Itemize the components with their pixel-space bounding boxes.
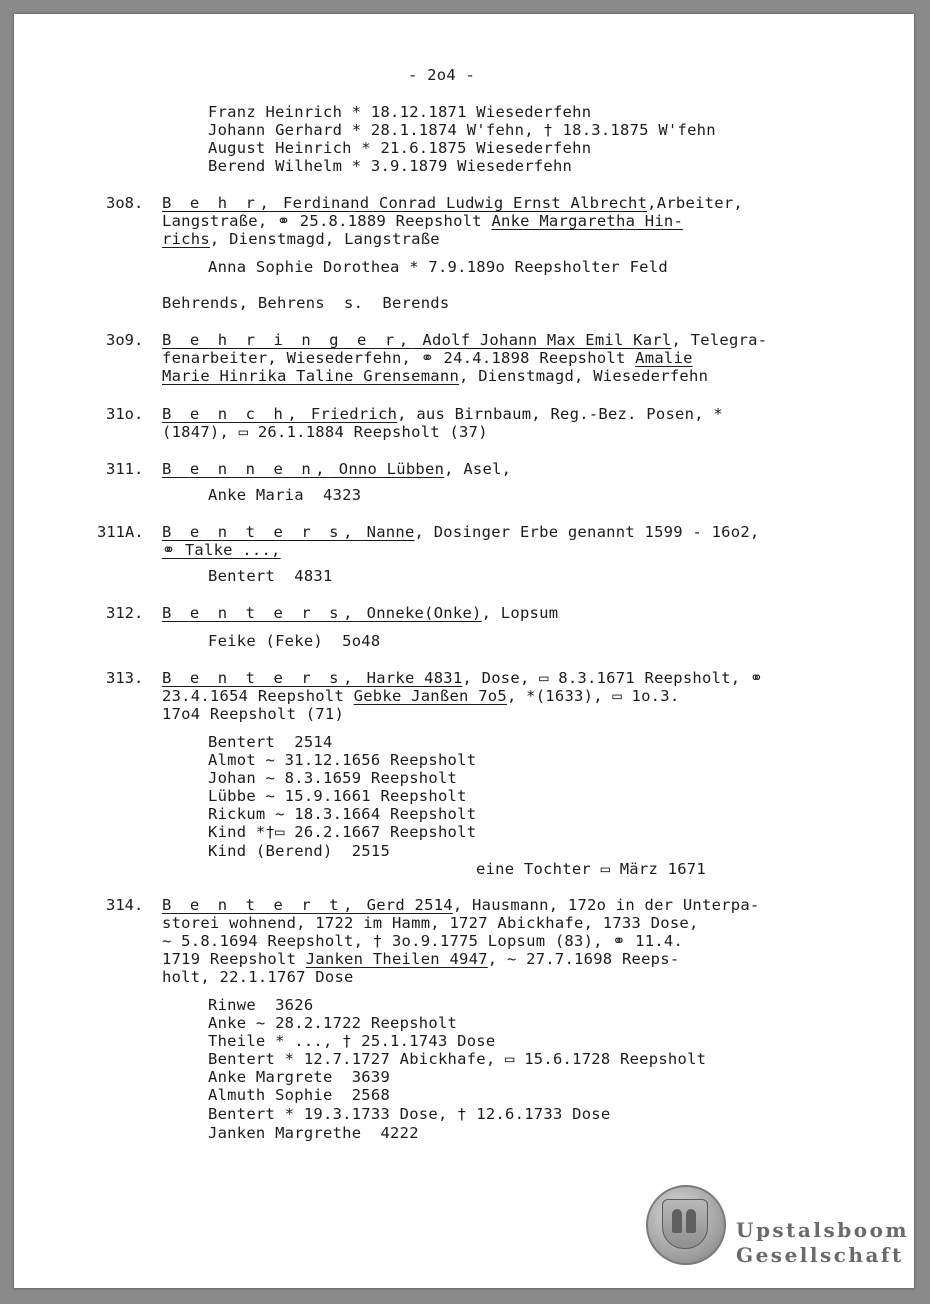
entry-text: , aus Birnbaum, Reg.-Bez. Posen, * [397,405,723,423]
entry-line [162,367,708,385]
surname: B e n t e r t, [162,896,358,914]
entry-line: ~ 5.8.1694 Reepsholt, † 3o.9.1775 Lopsum (83), ⚭ 11.4. [162,932,684,950]
child-line: Anna Sophie Dorothea * 7.9.189o Reepsholter Feld [208,258,668,276]
entry-text: fenarbeiter, Wiesederfehn, ⚭ 24.4.1898 Reepsholt [162,349,636,367]
spouse-name: ⚭ Talke ..., [162,541,281,559]
child-line: Rinwe 3626 [208,996,314,1014]
entry-text: , *(1633), ▭ 1o.3. [506,687,680,705]
given-names: Onno Lübben [329,460,445,478]
surname: B e h r i n g e r, [162,331,413,349]
entry-text: ,Arbeiter, [647,194,743,212]
given-names: Adolf Johann Max Emil Karl [412,331,672,349]
given-names: Ferdinand Conrad Ludwig Ernst Albrecht [273,194,648,212]
entry-line [162,349,693,367]
child-line: Franz Heinrich * 18.12.1871 Wiesederfehn [208,103,592,121]
entry-line [162,669,763,687]
entry-number: 3o9. [106,331,144,349]
entry-line [162,405,723,423]
entry-text: , Dienstmagd, Langstraße [209,230,440,248]
given-names: Nanne [357,523,415,541]
spouse-name: Marie Hinrika Taline Grensemann [162,367,460,385]
entry-line [162,230,440,248]
surname: B e n t e r s, [162,523,358,541]
entry-line [162,687,679,705]
entry-line [162,331,767,349]
entry-text: , Lopsum [481,604,559,622]
child-line: Anke Maria 4323 [208,486,362,504]
cross-reference: Behrends, Behrens s. Berends [162,294,450,312]
entry-number: 311A. [97,523,144,541]
child-line: Bentert 4831 [208,567,333,585]
spouse-name: Janken Theilen 4947 [305,950,488,968]
entry-text: 23.4.1654 Reepsholt [162,687,354,705]
entry-text: , Dienstmagd, Wiesederfehn [459,367,709,385]
entry-line [162,212,683,230]
given-names: Friedrich [301,405,398,423]
entry-line [162,523,760,541]
logo-line-1: Upstalsboom [736,1218,910,1242]
child-line: Bentert 2514 [208,733,333,751]
child-line: Berend Wilhelm * 3.9.1879 Wiesederfehn [208,157,573,175]
entry-number: 314. [106,896,144,914]
child-line: Bentert * 19.3.1733 Dose, † 12.6.1733 Dose [208,1105,611,1123]
entry-number: 3o8. [106,194,144,212]
child-line: Janken Margrethe 4222 [208,1124,419,1142]
surname: B e n t e r s, [162,604,358,622]
entry-number: 31o. [106,405,144,423]
entry-line [162,896,760,914]
surname: B e n n e n, [162,460,330,478]
entry-text: , Dosinger Erbe genannt 1599 - 16o2, [414,523,760,541]
entry-number: 312. [106,604,144,622]
entry-text: , Telegra- [671,331,768,349]
entry-line [162,194,743,212]
entry-line [162,604,558,622]
entry-text: Langstraße, ⚭ 25.8.1889 Reepsholt [162,212,492,230]
spouse-name: Anke Margaretha Hin- [491,212,684,230]
child-line: Almuth Sophie 2568 [208,1086,391,1104]
entry-line: storei wohnend, 1722 im Hamm, 1727 Abickhafe, 1733 Dose, [162,914,699,932]
child-line: Kind *†▭ 26.2.1667 Reepsholt [208,823,477,841]
given-names: Harke 4831 [357,669,463,687]
entry-number: 313. [106,669,144,687]
entry-number: 311. [106,460,144,478]
given-names: Gerd 2514 [357,896,453,914]
child-line: Lübbe ~ 15.9.1661 Reepsholt [208,787,467,805]
child-line: Anke Margrete 3639 [208,1068,391,1086]
entry-text: , Hausmann, 172o in der Unterpa- [452,896,760,914]
entry-line [162,460,511,478]
child-line: Theile * ..., † 25.1.1743 Dose [208,1032,496,1050]
spouse-name: Amalie [635,349,693,367]
given-names: Onneke(Onke) [357,604,482,622]
child-line: Johann Gerhard * 28.1.1874 W'fehn, † 18.3.1875 W'fehn [208,121,716,139]
entry-line [162,950,679,968]
child-line: Kind (Berend) 2515 [208,842,391,860]
entry-line: 17o4 Reepsholt (71) [162,705,345,723]
spouse-name: richs [162,230,210,248]
entry-line: holt, 22.1.1767 Dose [162,968,354,986]
entry-line: (1847), ▭ 26.1.1884 Reepsholt (37) [162,423,488,441]
logo-line-2: Gesellschaft [736,1243,904,1267]
seal-icon [646,1185,726,1265]
entry-text: , Asel, [444,460,512,478]
child-line: Bentert * 12.7.1727 Abickhafe, ▭ 15.6.1728 Reepsholt [208,1050,707,1068]
child-line: August Heinrich * 21.6.1875 Wiesederfehn [208,139,592,157]
spouse-name: Gebke Janßen 7o5 [353,687,507,705]
surname: B e n t e r s, [162,669,358,687]
surname: B e n c h, [162,405,302,423]
child-line: Anke ~ 28.2.1722 Reepsholt [208,1014,458,1032]
surname: B e h r, [162,194,274,212]
child-line: Almot ~ 31.12.1656 Reepsholt [208,751,477,769]
entry-line [162,541,281,559]
child-line: Johan ~ 8.3.1659 Reepsholt [208,769,458,787]
child-line: Rickum ~ 18.3.1664 Reepsholt [208,805,477,823]
entry-text: , Dose, ▭ 8.3.1671 Reepsholt, ⚭ [462,669,764,687]
child-line: eine Tochter ▭ März 1671 [476,860,706,878]
page-number: - 2o4 - [408,66,476,84]
entry-text: , ~ 27.7.1698 Reeps- [487,950,680,968]
child-line: Feike (Feke) 5o48 [208,632,381,650]
entry-text: 1719 Reepsholt [162,950,306,968]
